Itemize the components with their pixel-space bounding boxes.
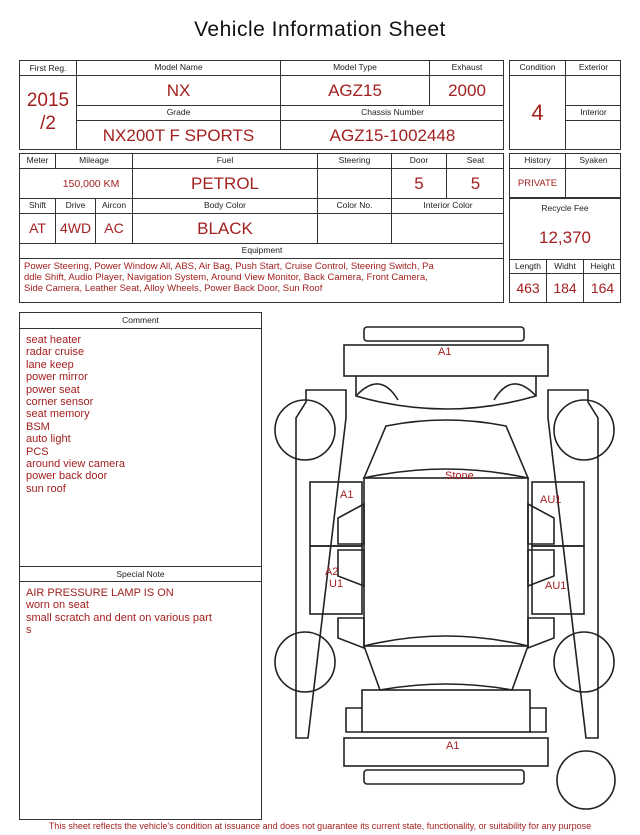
aircon-value: AC: [104, 220, 124, 236]
steering-label: Steering: [338, 155, 371, 165]
model-name-label: Model Name: [154, 62, 203, 72]
history-value: PRIVATE: [517, 178, 558, 189]
right-body-side: [548, 390, 598, 738]
door-label: Door: [409, 155, 429, 165]
comment-list: [20, 329, 261, 495]
list-item: around view camera: [26, 458, 126, 471]
list-item: power mirror: [26, 371, 88, 384]
special-note-list: [20, 582, 261, 637]
fuel-label: Fuel: [216, 155, 234, 165]
disclaimer-footer: This sheet reflects the vehicle's condition at issuance and does not guarantee its current state, functionality, or suitability for any purpose: [48, 821, 592, 831]
interior-label: Interior: [580, 107, 607, 117]
rear-bumper-bottom: [364, 770, 524, 784]
recycle-label: Recycle Fee: [541, 203, 589, 213]
model-type-label: Model Type: [333, 62, 377, 72]
grade-value: NX200T F SPORTS: [102, 126, 255, 145]
exhaust-label: Exhaust: [451, 62, 483, 72]
car-damage-diagram: [268, 318, 628, 818]
recycle-table: [509, 198, 621, 303]
first-reg-month: /2: [40, 113, 56, 134]
condition-table: [509, 60, 621, 150]
model-name-value: NX: [166, 81, 191, 100]
drive-label: Drive: [65, 200, 86, 210]
width-label: Widht: [554, 261, 576, 271]
wheel-rear-right: [554, 632, 614, 692]
fuel-value: PETROL: [190, 174, 260, 193]
list-item: worn on seat: [26, 599, 89, 612]
roof: [364, 478, 528, 646]
equipment-label: Equipment: [241, 245, 283, 255]
history-label: History: [524, 155, 551, 165]
list-item: power seat: [26, 383, 80, 396]
damage-right-front-door: AU1: [540, 494, 562, 506]
condition-label: Condition: [519, 62, 556, 72]
wheel-front-right: [554, 400, 614, 460]
meter-label: Meter: [26, 155, 49, 165]
list-item: s: [26, 624, 32, 637]
drive-value: 4WD: [59, 220, 92, 236]
condition-value: 4: [531, 100, 544, 125]
list-item: BSM: [26, 420, 50, 433]
special-note-label: Special Note: [20, 567, 261, 582]
list-item: power back door: [26, 470, 108, 483]
model-type-value: AGZ15: [328, 81, 382, 100]
length-value: 463: [516, 280, 540, 296]
shift-value: AT: [29, 220, 46, 236]
history-table: [509, 153, 621, 198]
chassis-value: AGZ15-1002448: [329, 126, 456, 145]
list-item: small scratch and dent on various part: [26, 611, 212, 624]
exterior-label: Exterior: [578, 62, 609, 72]
height-label: Height: [590, 261, 615, 271]
damage-front: A1: [438, 346, 452, 358]
sheet-title: Vehicle Information Sheet: [194, 18, 446, 41]
width-value: 184: [553, 280, 577, 296]
body-color-label: Body Color: [203, 200, 247, 210]
equipment-value: Power Steering, Power Window All, ABS, Air Bag, Push Start, Cruise Control, Steering Switch, Paddle Shift, Audio Player, Navigation System, Around View Monitor, Back Camera, Front Camera, Side Camera, Leather Seat, Alloy Wheels, Power Back Door, Sun Roof: [24, 261, 434, 294]
damage-right-rear-door: AU1: [545, 580, 567, 592]
comment-panel: [19, 312, 262, 820]
comment-label: Comment: [20, 313, 261, 329]
special-note-section: [20, 566, 261, 637]
mileage-value: 150,000 KM: [62, 178, 120, 190]
grade-label: Grade: [166, 107, 191, 117]
list-item: seat memory: [26, 408, 90, 421]
syaken-label: Syaken: [579, 155, 608, 165]
interior-color-label: Interior Color: [423, 200, 473, 210]
damage-left-rear-door-1: A2: [325, 566, 339, 578]
list-item: AIR PRESSURE LAMP IS ON: [26, 587, 174, 599]
shift-label: Shift: [28, 200, 46, 210]
list-item: lane keep: [26, 358, 74, 371]
wheel-front-left: [275, 400, 335, 460]
list-item: radar cruise: [26, 346, 85, 359]
exhaust-value: 2000: [448, 81, 486, 100]
main-info-table: [19, 60, 504, 150]
rear-hatch: [362, 690, 530, 732]
hood: [356, 376, 536, 409]
damage-left-front-door: A1: [340, 489, 354, 501]
height-value: 164: [590, 280, 615, 296]
door-value: 5: [414, 174, 424, 193]
rear-window: [364, 636, 528, 690]
front-bumper-top: [364, 327, 524, 341]
recycle-value: 12,370: [539, 228, 591, 247]
damage-roof: Stone: [445, 470, 474, 482]
mileage-label: Mileage: [79, 155, 109, 165]
first-reg-cell: [20, 61, 77, 150]
list-item: auto light: [26, 433, 71, 446]
list-item: sun roof: [26, 482, 66, 495]
damage-left-rear-door-2: U1: [329, 578, 344, 590]
chassis-label: Chassis Number: [361, 107, 424, 117]
aircon-label: Aircon: [101, 200, 127, 210]
first-reg-year: 2015: [26, 90, 70, 111]
specs-table: [19, 153, 504, 303]
list-item: seat heater: [26, 334, 82, 346]
seat-label: Seat: [466, 155, 485, 165]
length-label: Length: [515, 261, 541, 271]
damage-rear: A1: [446, 740, 460, 752]
body-color-value: BLACK: [197, 219, 253, 238]
list-item: corner sensor: [26, 396, 94, 409]
color-no-label: Color No.: [336, 200, 373, 210]
first-reg-label: First Reg.: [20, 61, 76, 76]
spare-wheel: [557, 751, 615, 809]
wheel-rear-left: [275, 632, 335, 692]
left-front-door: [310, 482, 362, 546]
list-item: PCS: [26, 445, 49, 458]
right-front-door: [532, 482, 584, 546]
seat-value: 5: [470, 174, 481, 193]
